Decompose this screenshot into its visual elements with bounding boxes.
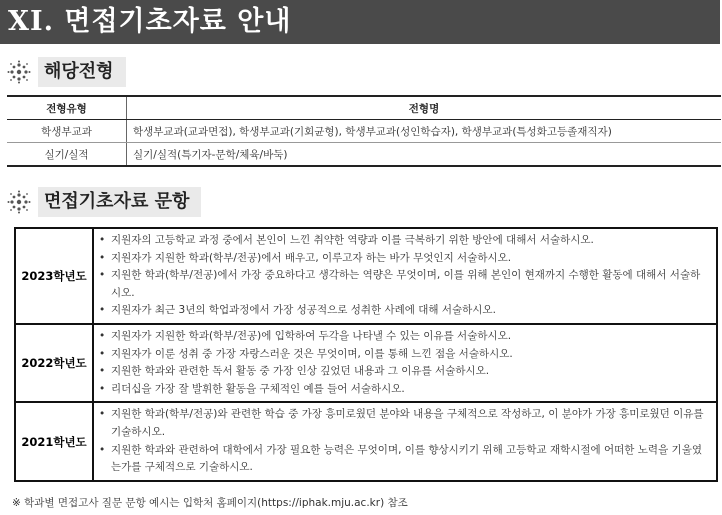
question-item: • 지원자가 이룬 성취 중 가장 자랑스러운 것은 무엇이며, 이를 통해 느낀 점을 서술하시오.	[99, 347, 513, 360]
table-header-row	[7, 96, 721, 120]
row-type: 학생부교과	[7, 120, 127, 143]
year-label: 2022학년도	[15, 324, 93, 402]
question-list	[95, 404, 715, 478]
header-name: 전형명	[127, 96, 722, 120]
question-item: • 지원자의 고등학교 과정 중에서 본인이 느낀 취약한 역량과 이를 극복하기 위한 방안에 대해서 서술하시오.	[99, 234, 594, 246]
section-label: 해당전형	[38, 57, 126, 87]
section-heading-eligible	[6, 57, 126, 87]
row-type: 실기/실적	[7, 143, 127, 167]
eligible-table	[7, 95, 721, 167]
page-title: XI. 면접기초자료 안내	[0, 0, 720, 44]
question-item: • 지원한 학과(학부/전공)에서 가장 중요하다고 생각하는 역량은 무엇이며, 이를 위해 본인이 현재까지 수행한 활동에 대해서 서술하시오.	[99, 269, 701, 299]
year-label: 2023학년도	[15, 228, 93, 324]
question-cell	[93, 324, 717, 402]
section-heading-questions	[6, 187, 201, 217]
question-item: • 지원한 학과와 관련한 독서 활동 중 가장 인상 깊었던 내용과 그 이유를 서술하시오.	[99, 365, 490, 378]
question-item: • 지원한 학과와 관련하여 대학에서 가장 필요한 능력은 무엇이며, 이를 향상시키기 위해 고등학교 재학시절에 어떠한 노력을 기울였는가를 구체적으로 기술하시오.	[99, 443, 702, 474]
section-label: 면접기초자료 문항	[38, 187, 201, 217]
question-item: • 지원한 학과(학부/전공)와 관련한 학습 중 가장 흥미로웠던 분야와 내용을 구체적으로 작성하고, 이 분야가 가장 흥미로웠던 이유를 기술하시오.	[99, 408, 704, 438]
flower-icon	[6, 189, 32, 215]
question-list	[95, 326, 715, 400]
row-names: 실기/실적(특기자-문학/체육/바둑)	[127, 143, 722, 167]
question-item: • 지원자가 지원한 학과(학부/전공)에서 배우고, 이루고자 하는 바가 무엇인지 서술하시오.	[99, 251, 512, 264]
flower-icon	[6, 59, 32, 85]
questions-table	[14, 227, 718, 482]
year-row	[15, 324, 717, 402]
table-row	[7, 143, 721, 167]
footnote: ※ 학과별 면접고사 질문 문항 예시는 입학처 홈페이지(https://iphak.mju.ac.kr) 참조	[12, 497, 408, 509]
question-list	[95, 230, 715, 322]
question-cell	[93, 228, 717, 324]
row-names: 학생부교과(교과면접), 학생부교과(기회균형), 학생부교과(성인학습자), 학생부교과(특성화고등졸재직자)	[127, 120, 722, 143]
question-cell	[93, 402, 717, 480]
year-label: 2021학년도	[15, 402, 93, 480]
year-row	[15, 402, 717, 480]
question-item: • 지원자가 최근 3년의 학업과정에서 가장 성공적으로 성취한 사례에 대해 서술하시오.	[99, 304, 496, 317]
table-row	[7, 120, 721, 143]
year-row	[15, 228, 717, 324]
header-type: 전형유형	[7, 96, 127, 120]
question-item: • 지원자가 지원한 학과(학부/전공)에 입학하여 두각을 나타낼 수 있는 이유를 서술하시오.	[99, 329, 512, 342]
question-item: • 리더십을 가장 잘 발휘한 활동을 구체적인 예를 들어 서술하시오.	[99, 382, 405, 395]
